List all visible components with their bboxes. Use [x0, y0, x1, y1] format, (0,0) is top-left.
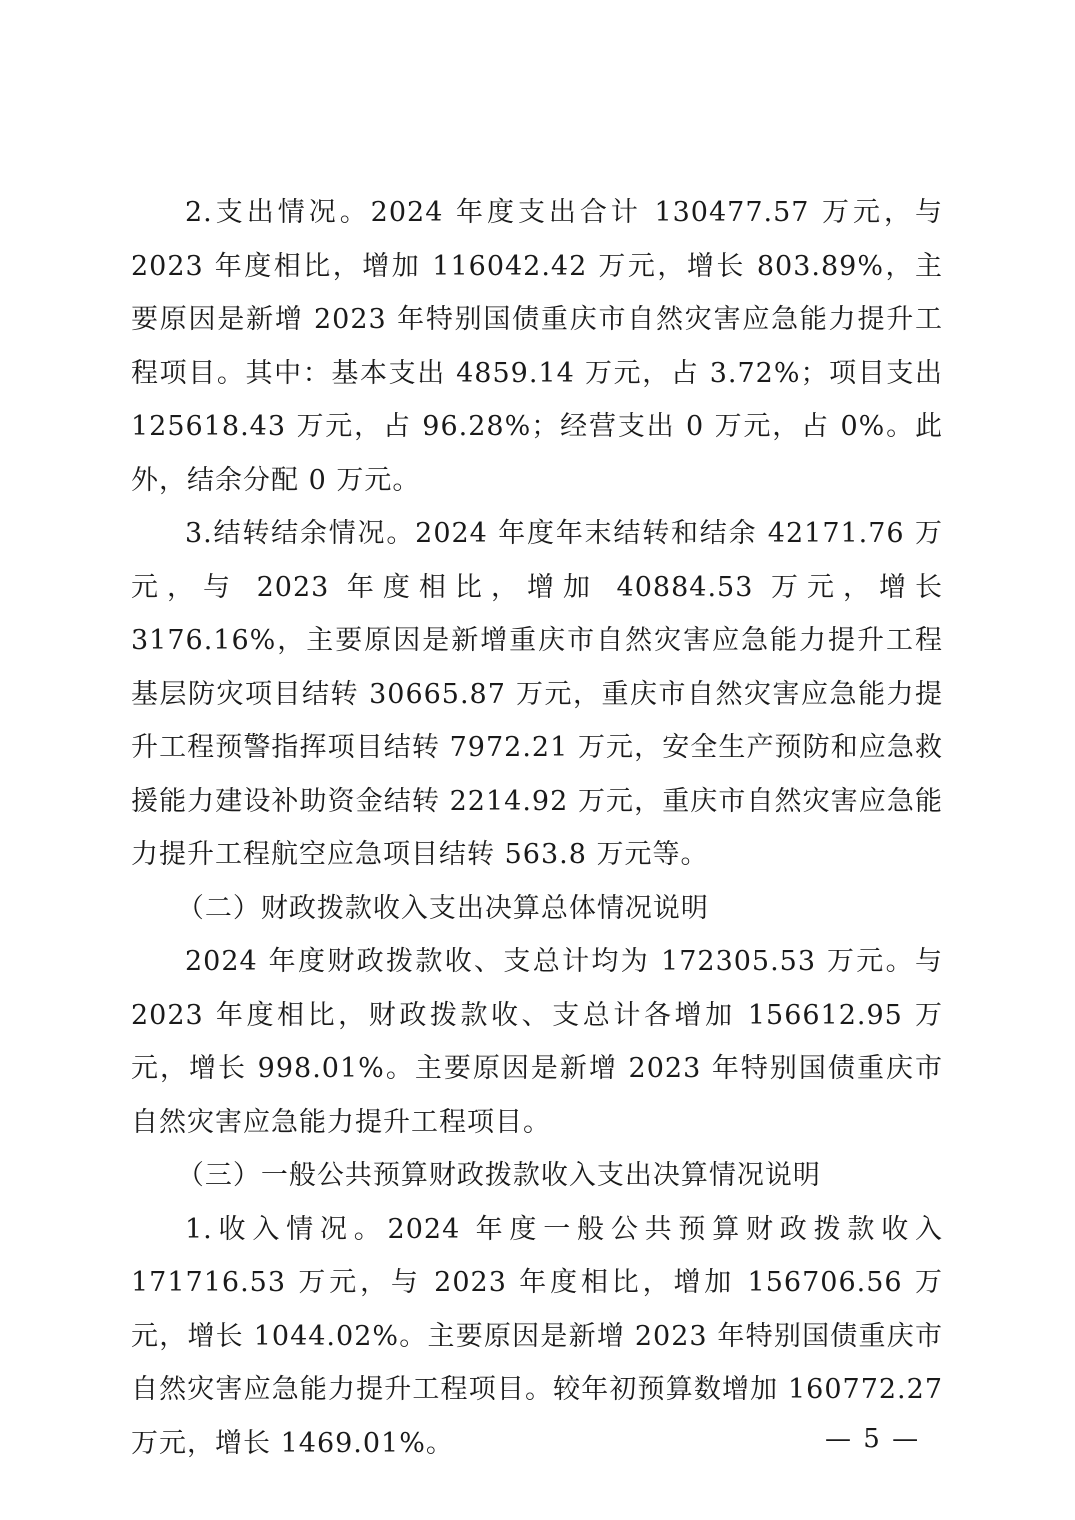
paragraph-income: 1.收入情况。2024 年度一般公共预算财政拨款收入 171716.53 万元，与 2023 年度相比，增加 156706.56 万元，增长 1044.02%。主要原因是新增 2023 年特别国债重庆市自然灾害应急能力提升工程项目。较年初预算数增加 160772.27 万元，增长 1469.01%。: [131, 1213, 943, 1459]
page-number: — 5 —: [825, 1424, 921, 1454]
section-heading-general-budget: （三）一般公共预算财政拨款收入支出决算情况说明: [176, 1160, 821, 1191]
paragraph-fiscal-total: 2024 年度财政拨款收、支总计均为 172305.53 万元。与 2023 年度相比，财政拨款收、支总计各增加 156612.95 万元，增长 998.01%。主要原因是新增 2023 年特别国债重庆市自然灾害应急能力提升工程项目。: [131, 946, 943, 1138]
paragraph-expenditure: 2.支出情况。2024 年度支出合计 130477.57 万元，与 2023 年度相比，增加 116042.42 万元，增长 803.89%，主要原因是新增 2023 年特别国债重庆市自然灾害应急能力提升工程项目。其中：基本支出 4859.14 万元，占 3.72%；项目支出 125618.43 万元，占 96.28%；经营支出 0 万元，占 0%。此外，结余分配 0 万元。: [131, 197, 943, 496]
document-body: [131, 186, 943, 1470]
section-heading-fiscal-appropriation: （二）财政拨款收入支出决算总体情况说明: [176, 892, 709, 924]
paragraph-carryover: 3.结转结余情况。2024 年度年末结转和结余 42171.76 万元，与 2023 年度相比，增加 40884.53 万元，增长 3176.16%，主要原因是新增重庆市自然灾害应急能力提升工程基层防灾项目结转 30665.87 万元，重庆市自然灾害应急能力提升工程预警指挥项目结转 7972.21 万元，安全生产预防和应急救援能力建设补助资金结转 2214.92 万元，重庆市自然灾害应急能力提升工程航空应急项目结转 563.8 万元等。: [131, 518, 943, 870]
